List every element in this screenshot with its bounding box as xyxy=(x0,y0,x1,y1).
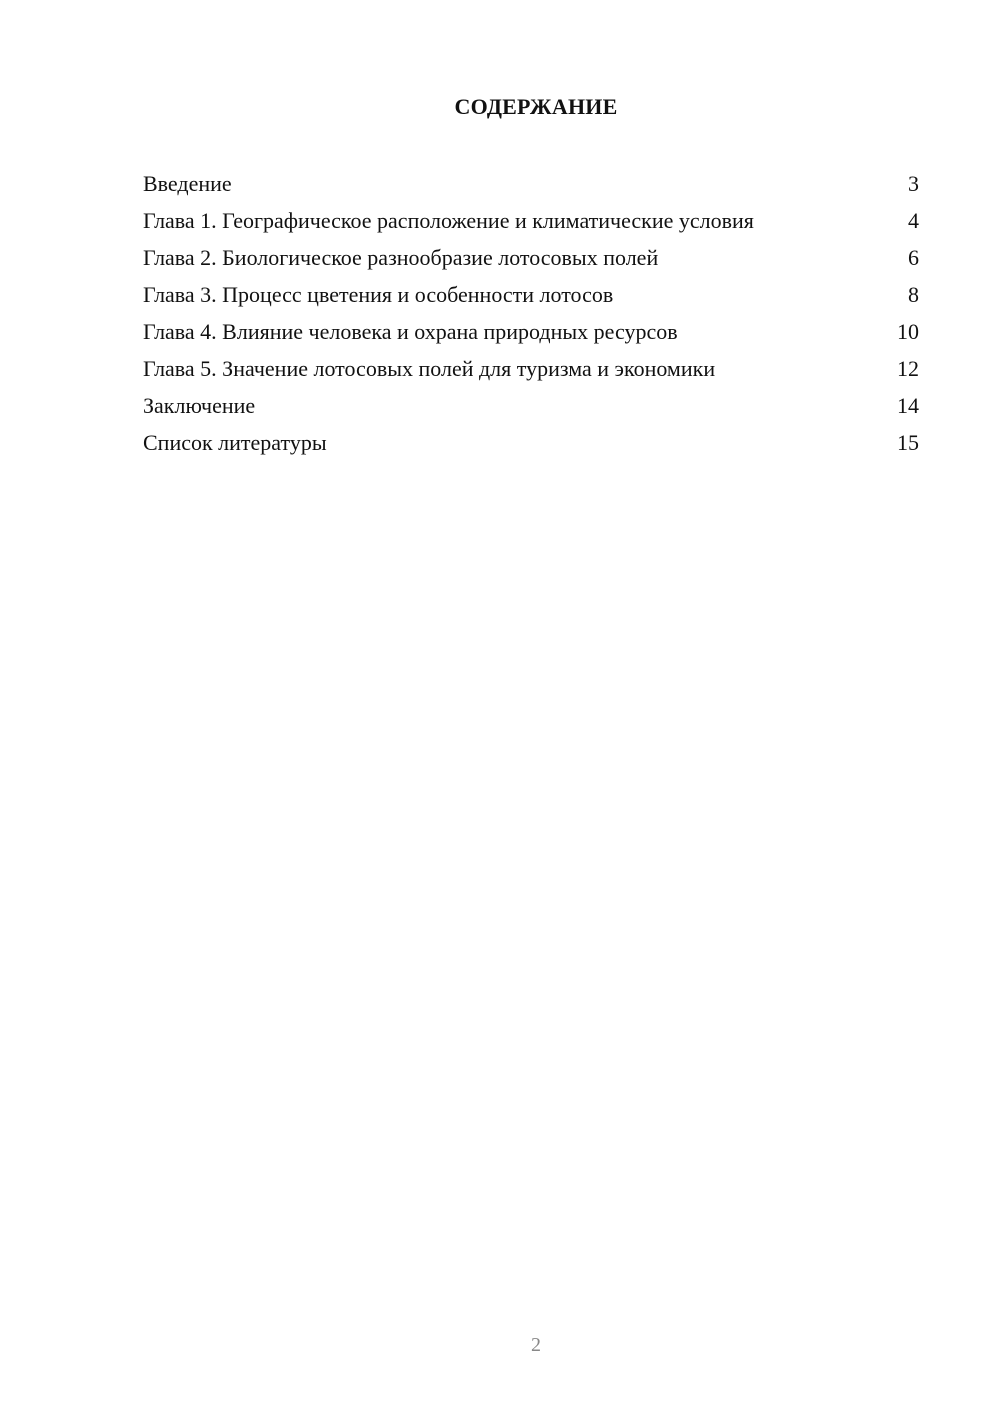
toc-entry-title: Введение xyxy=(143,171,232,196)
toc-entry-references[interactable] xyxy=(143,429,919,456)
toc-entry-page: 14 xyxy=(897,393,919,418)
toc-entry-title: Глава 4. Влияние человека и охрана природных ресурсов xyxy=(143,319,678,344)
toc-entry-introduction[interactable] xyxy=(143,170,919,197)
page-title: СОДЕРЖАНИЕ xyxy=(454,94,618,119)
toc-entry-title: Глава 3. Процесс цветения и особенности лотосов xyxy=(143,282,614,307)
toc-entry-page: 8 xyxy=(908,282,919,307)
toc-entry-chapter-3[interactable] xyxy=(143,281,919,308)
toc-entry-chapter-1[interactable] xyxy=(143,207,919,234)
toc-entry-conclusion[interactable] xyxy=(143,392,919,419)
table-of-contents xyxy=(143,170,919,466)
toc-entry-title: Заключение xyxy=(143,393,256,418)
toc-entry-page: 15 xyxy=(897,430,919,455)
toc-entry-page: 6 xyxy=(908,245,919,270)
toc-entry-chapter-4[interactable] xyxy=(143,318,919,345)
toc-entry-page: 12 xyxy=(897,356,919,381)
toc-entry-title: Глава 2. Биологическое разнообразие лотосовых полей xyxy=(143,245,659,270)
page-number: 2 xyxy=(531,1334,541,1356)
toc-entry-page: 4 xyxy=(908,208,919,233)
toc-entry-title: Список литературы xyxy=(143,430,327,455)
toc-entry-chapter-5[interactable] xyxy=(143,355,919,382)
toc-entry-chapter-2[interactable] xyxy=(143,244,919,271)
toc-entry-title: Глава 5. Значение лотосовых полей для туризма и экономики xyxy=(143,356,716,381)
toc-entry-page: 10 xyxy=(897,319,919,344)
toc-entry-title: Глава 1. Географическое расположение и климатические условия xyxy=(143,208,754,233)
toc-entry-page: 3 xyxy=(908,171,919,196)
